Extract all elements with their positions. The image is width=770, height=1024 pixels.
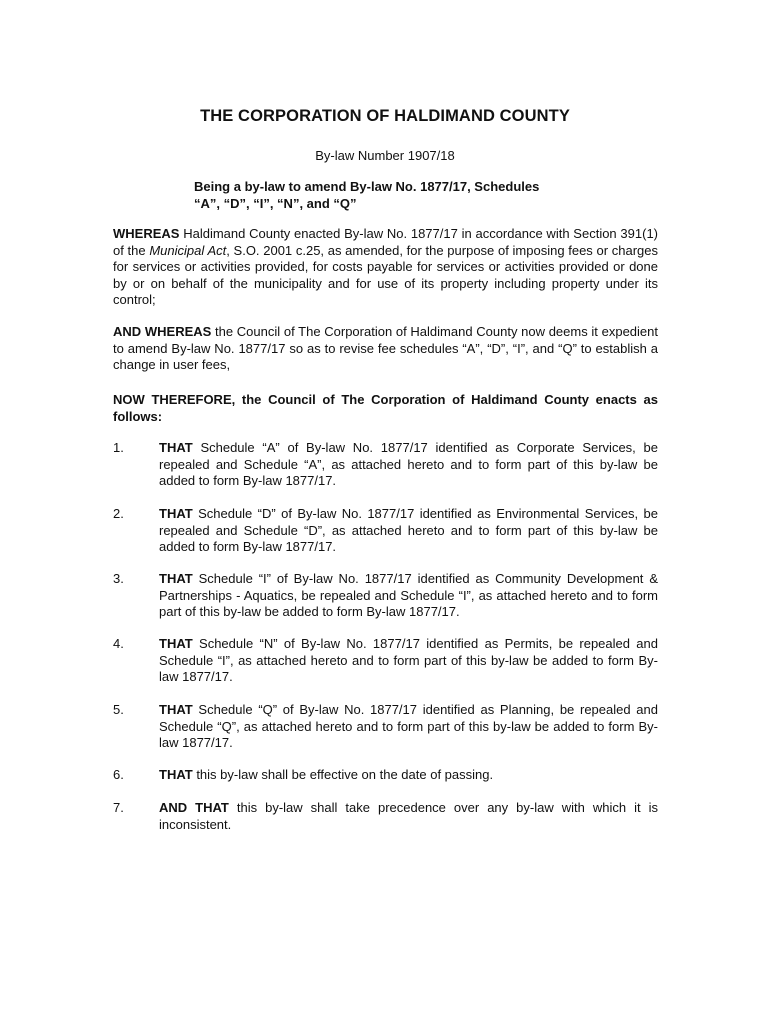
whereas-paragraph	[113, 226, 658, 309]
item-body: Schedule “Q” of By-law No. 1877/17 identified as Planning, be repealed and Schedule “Q”, as attached hereto and to form part of this by-law be added to form By-law 1877/17.	[159, 702, 658, 751]
and-whereas-text: the Council of The Corporation of Haldimand County now deems it expedient to amend By-law No. 1877/17 so as to revise fee schedules “A”, “D”, “I”, and “Q” to establish a change in user fees,	[113, 324, 658, 373]
item-body: Schedule “A” of By-law No. 1877/17 identified as Corporate Services, be repealed and Schedule “A”, as attached hereto and to form part of this by-law be added to form By-law 1877/17.	[159, 440, 658, 489]
item-text	[159, 440, 658, 490]
document-title: THE CORPORATION OF HALDIMAND COUNTY	[200, 107, 570, 125]
item-text	[159, 506, 658, 556]
item-body: Schedule “N” of By-law No. 1877/17 identified as Permits, be repealed and Schedule “I”, as attached hereto and to form part of this by-law be added to form By-law 1877/17.	[159, 636, 658, 685]
item-body: Schedule “I” of By-law No. 1877/17 identified as Community Development & Partnerships - Aquatics, be repealed and Schedule “I”, as attached hereto and to form part of this by-law be added to form By-law 1877/17.	[159, 571, 658, 620]
item-body: this by-law shall be effective on the date of passing.	[192, 767, 494, 782]
whereas-text-a: Haldimand County enacted By-law No. 1877/17 in accordance with Section 391(1) of the	[113, 226, 658, 258]
subtitle-line-2: “A”, “D”, “I”, “N”, and “Q”	[194, 196, 357, 211]
and-whereas-keyword: AND WHEREAS	[113, 324, 212, 339]
whereas-text-b: , S.O. 2001 c.25, as amended, for the purpose of imposing fees or charges for services or activities provided, for costs payable for services or activities provided or done by or on behalf of the municipality and for use of its property including property under its control;	[113, 242, 659, 308]
municipal-act-reference: Municipal Act	[149, 242, 227, 258]
item-number: 7.	[113, 800, 124, 815]
item-keyword: THAT	[159, 440, 193, 455]
item-number: 6.	[113, 767, 124, 782]
now-therefore-paragraph: NOW THEREFORE, the Council of The Corporation of Haldimand County enacts as follows:	[113, 392, 658, 424]
item-text	[159, 571, 658, 621]
item-number: 4.	[113, 636, 124, 651]
item-keyword: THAT	[159, 702, 193, 717]
item-text	[159, 636, 658, 686]
item-text	[159, 702, 658, 752]
item-number: 5.	[113, 702, 124, 717]
item-keyword: THAT	[159, 767, 193, 782]
bylaw-subtitle	[194, 178, 614, 212]
item-number: 2.	[113, 506, 124, 521]
item-number: 1.	[113, 440, 124, 455]
item-text	[159, 800, 658, 833]
subtitle-line-1: Being a by-law to amend By-law No. 1877/17, Schedules	[194, 179, 540, 194]
item-keyword: THAT	[159, 506, 193, 521]
whereas-keyword: WHEREAS	[113, 226, 180, 241]
item-keyword: THAT	[159, 571, 193, 586]
item-keyword: AND THAT	[159, 800, 229, 815]
bylaw-number: By-law Number 1907/18	[315, 148, 455, 163]
item-text	[159, 767, 658, 784]
item-body: Schedule “D” of By-law No. 1877/17 identified as Environmental Services, be repealed and Schedule “D”, as attached hereto and to form part of this by-law be added to form By-law 1877/17.	[159, 506, 658, 555]
and-whereas-paragraph	[113, 324, 658, 374]
item-number: 3.	[113, 571, 124, 586]
item-body: this by-law shall take precedence over any by-law with which it is inconsistent.	[159, 800, 658, 832]
item-keyword: THAT	[159, 636, 193, 651]
